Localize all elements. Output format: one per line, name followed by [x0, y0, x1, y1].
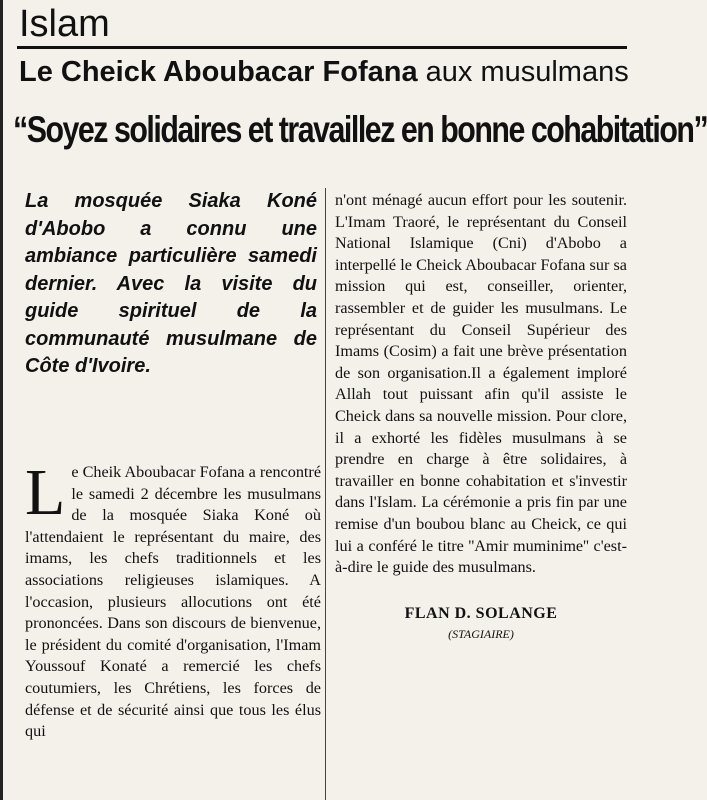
headline-rest: aux musulmans — [417, 56, 629, 88]
section-rubric: Islam — [19, 3, 110, 45]
headline-strong: Le Cheick Aboubacar Fofana — [19, 56, 418, 88]
lead-paragraph: La mosquée Siaka Koné d'Abobo a connu une ambiance particulière samedi dernier. Avec la visite du guide spirituel de la communauté musulmane de Côte d'Ivoire. — [25, 190, 317, 377]
column-divider — [325, 188, 326, 800]
left-column-body — [25, 456, 321, 743]
body-text-left: e Cheik Aboubacar Fofana a rencontré le samedi 2 décembre les musulmans de la mosquée Siaka Koné où l'attendaient le représentant du maire, des imams, les chefs traditionnels et les associations religieuses islamiques. A l'occasion, plusieurs allocutions ont été prononcées. Dans son discours de bienvenue, le président du comité d'organisation, l'Imam Youssouf Konaté a remercié les chefs coutumiers, les Chrétiens, les forces de défense et de sécurité ainsi que tous les élus qui — [25, 463, 321, 741]
drop-cap: L — [25, 456, 66, 529]
headline — [19, 50, 627, 99]
body-paragraph-right: n'ont ménagé aucun effort pour les soutenir. L'Imam Traoré, le représentant du Conseil National Islamique (Cni) d'Abobo a interpellé le Cheick Aboubacar Fofana sur sa mission qui est, conseiller, orienter, rassembler et de guider les musulmans. Le représentant du Conseil Supérieur des Imams (Cosim) a fait une brève présentation de son organisation.Il a également imploré Allah tout puissant afin qu'il assiste le Cheick dans sa nouvelle mission. Pour clore, il a exhorté les fidèles musulmans à se prendre en charge à être solidaires, à travailler en bonne cohabitation et s'investir dans l'Islam. La cérémonie a pris fin par une remise d'un boubou blanc au Cheick, ce qui lui a conféré le titre ''Amir muminime'' c'est-à-dire le guide des musulmans. — [335, 191, 627, 577]
headline-quote: “Soyez solidaires et travaillez en bonne cohabitation” — [13, 109, 707, 150]
left-column-lead — [25, 188, 317, 381]
right-column — [335, 190, 627, 642]
byline-name: FLAN D. SOLANGE — [404, 604, 558, 622]
body-paragraph-left — [25, 456, 321, 743]
byline-role: (STAGIAIRE) — [448, 626, 514, 641]
rubric-divider — [17, 46, 627, 49]
